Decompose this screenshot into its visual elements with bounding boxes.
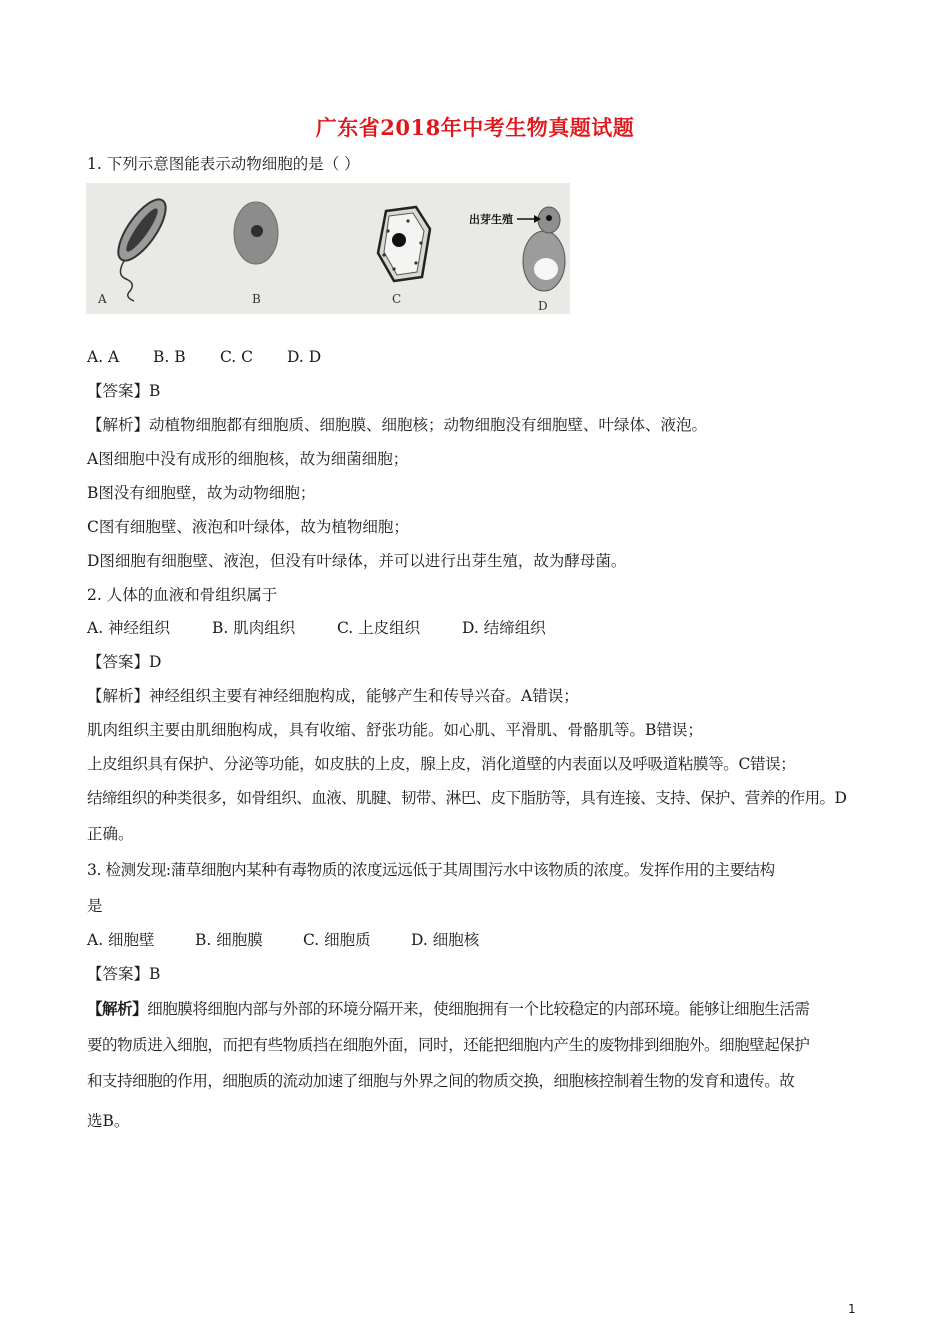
question-3-stem: 3. 检测发现:蒲草细胞内某种有毒物质的浓度远远低于其周围污水中该物质的浓度。发挥作用的主要结构 <box>87 861 775 879</box>
figure-label-b: B <box>252 292 261 306</box>
figure-label-d: D <box>538 299 548 313</box>
question-3-analysis-line: 和支持细胞的作用，细胞质的流动加速了细胞与外界之间的物质交换，细胞核控制着生物的发育和遗传。故 <box>87 1072 795 1090</box>
question-2-analysis-line: 结缔组织的种类很多，如骨组织、血液、肌腱、韧带、淋巴、皮下脂肪等，具有连接、支持、保护、营养的作用。D <box>87 789 847 807</box>
bacterium-cell-drawing <box>110 192 174 301</box>
figure-label-a: A <box>98 292 107 306</box>
page-number: 1 <box>848 1302 856 1316</box>
question-3-stem-continued: 是 <box>87 897 103 915</box>
option-a: A. 细胞壁 <box>87 931 155 949</box>
question-1-analysis-line: C图有细胞壁、液泡和叶绿体，故为植物细胞； <box>87 518 409 536</box>
question-1-stem: 1. 下列示意图能表示动物细胞的是（ ） <box>87 155 360 173</box>
option-c: C. C <box>220 348 254 366</box>
option-b: B. B <box>153 348 186 366</box>
option-d: D. 结缔组织 <box>462 619 546 637</box>
question-3-analysis-line <box>87 998 877 1020</box>
option-b: B. 细胞膜 <box>195 931 263 949</box>
question-2-analysis-line: 肌肉组织主要由肌细胞构成，具有收缩、舒张功能。如心肌、平滑肌、骨骼肌等。B错误； <box>87 721 703 739</box>
option-c: C. 细胞质 <box>303 931 371 949</box>
animal-cell-drawing <box>234 202 278 264</box>
analysis-text: 细胞膜将细胞内部与外部的环境分隔开来，使细胞拥有一个比较稳定的内部环境。能够让细胞生活需 <box>147 1000 810 1018</box>
question-1-analysis-line: D图细胞有细胞壁、液泡，但没有叶绿体，并可以进行出芽生殖，故为酵母菌。 <box>87 552 627 570</box>
option-b: B. 肌肉组织 <box>212 619 296 637</box>
budding-label: 出芽生殖 <box>469 213 513 226</box>
yeast-cell-drawing <box>517 207 565 291</box>
question-2-analysis-line: 【解析】神经组织主要有神经细胞构成，能够产生和传导兴奋。A错误； <box>87 687 579 705</box>
cell-diagram-svg <box>86 183 570 314</box>
option-c: C. 上皮组织 <box>337 619 421 637</box>
question-3-answer: 【答案】B <box>87 965 161 983</box>
question-1-analysis-line: B图没有细胞壁，故为动物细胞； <box>87 484 316 502</box>
question-2-stem: 2. 人体的血液和骨组织属于 <box>87 586 278 604</box>
question-1-analysis-line: 【解析】动植物细胞都有细胞质、细胞膜、细胞核；动物细胞没有细胞壁、叶绿体、液泡。 <box>87 416 708 434</box>
option-a: A. A <box>87 348 120 366</box>
question-2-analysis-line: 上皮组织具有保护、分泌等功能，如皮肤的上皮，腺上皮，消化道壁的内表面以及呼吸道粘膜等。C错误； <box>87 755 796 773</box>
question-1-answer: 【答案】B <box>87 382 161 400</box>
analysis-tag: 【解析】 <box>87 999 148 1018</box>
document-title: 广东省2018年中考生物真题试题 <box>315 115 635 140</box>
plant-cell-drawing <box>378 207 430 281</box>
question-2-answer: 【答案】D <box>87 653 162 671</box>
option-d: D. 细胞核 <box>411 931 480 949</box>
question-3-analysis-line: 要的物质进入细胞，而把有些物质挡在细胞外面，同时，还能把细胞内产生的废物排到细胞外。细胞壁起保护 <box>87 1036 810 1054</box>
cell-diagram-figure <box>86 183 570 314</box>
figure-label-c: C <box>392 292 402 306</box>
question-1-analysis-line: A图细胞中没有成形的细胞核，故为细菌细胞； <box>87 450 409 468</box>
question-1-options <box>87 346 877 368</box>
option-d: D. D <box>287 348 322 366</box>
question-2-options <box>87 617 877 639</box>
question-2-analysis-line: 正确。 <box>87 825 134 843</box>
question-3-options <box>87 929 877 951</box>
option-a: A. 神经组织 <box>87 619 171 637</box>
question-3-analysis-line: 选B。 <box>87 1112 130 1130</box>
